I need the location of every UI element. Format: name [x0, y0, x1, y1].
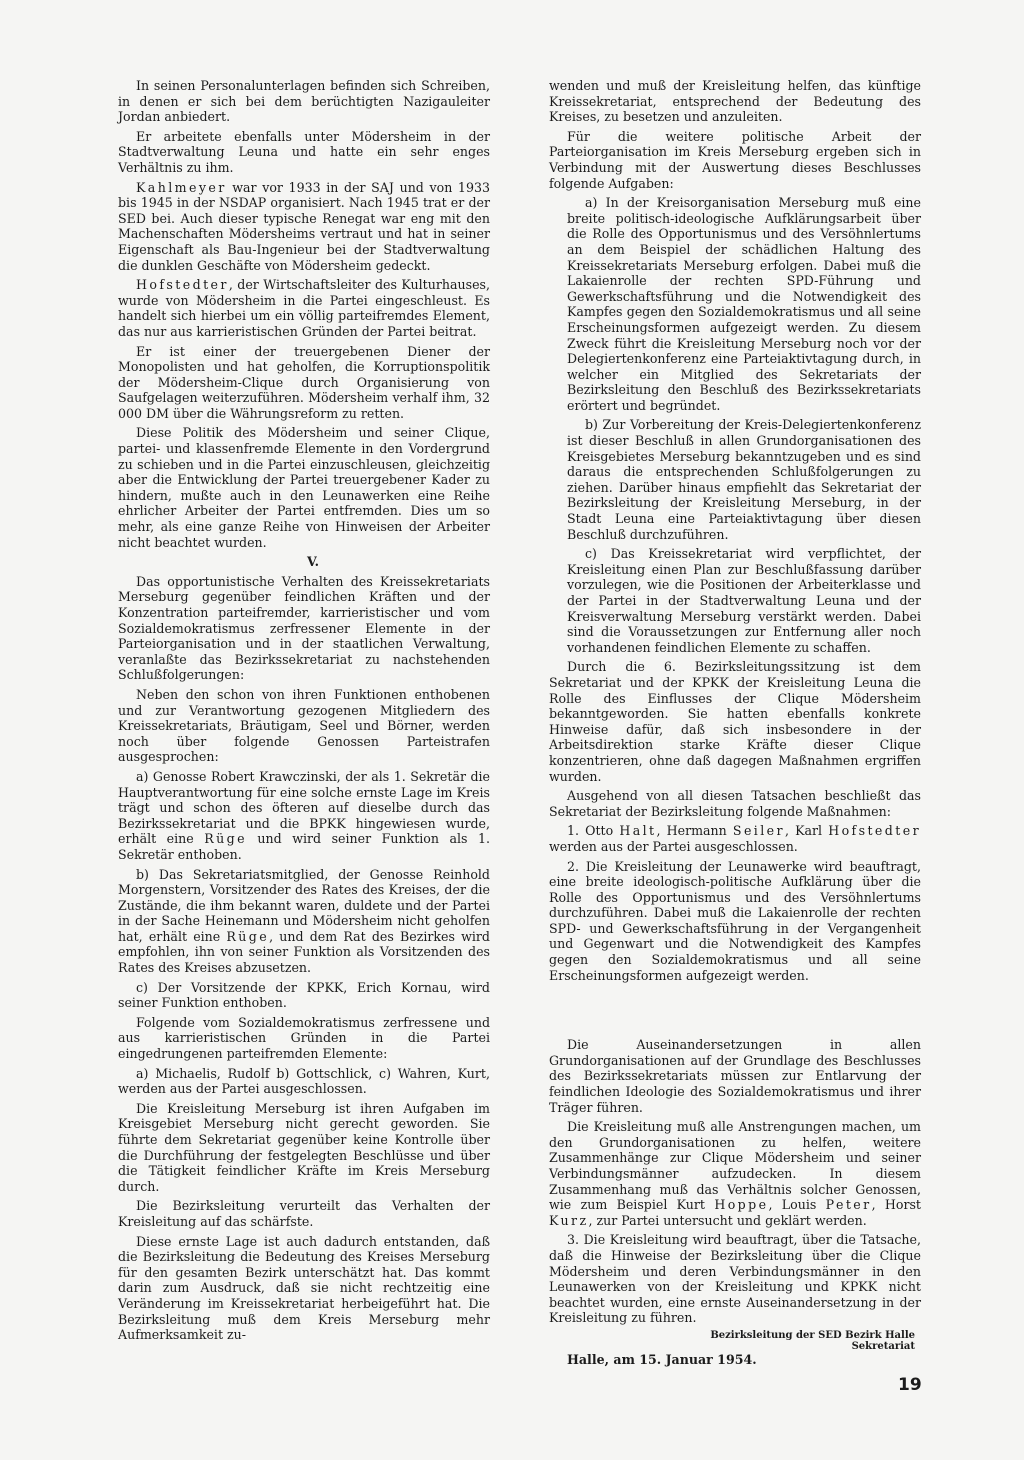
signature-block: [549, 1330, 915, 1352]
measure-1: 1. Otto Halt, Hermann Seiler, Karl Hofstedter werden aus der Partei ausgeschlossen.: [549, 823, 921, 854]
paragraph: In seinen Personalunterlagen befinden sich Schreiben, in denen er sich bei dem berüchtigten Nazigauleiter Jordan anbiedert.: [118, 78, 490, 125]
paragraph: Die Kreisleitung muß alle Anstrengungen machen, um den Grundorganisationen zu helfen, weitere Zusammenhänge zur Clique Mödersheim und seiner Verbindungsmänner aufzudecken. In diesem Zusammenhang muß das Verhältnis solcher Genossen, wie zum Beispiel Kurt Hoppe, Louis Peter, Horst Kurz, zur Partei untersucht und geklärt werden.: [549, 1119, 921, 1228]
paragraph: Er arbeitete ebenfalls unter Mödersheim in der Stadtverwaltung Leuna und hatte ein sehr enges Verhältnis zu ihm.: [118, 128, 490, 175]
paragraph: Für die weitere politische Arbeit der Parteiorganisation im Kreis Merseburg ergeben sich in Verbindung mit der Auswertung dieses Beschlusses folgende Aufgaben:: [549, 128, 921, 191]
paragraph: b) Das Sekretariatsmitglied, der Genosse Reinhold Morgenstern, Vorsitzender des Rates des Kreises, der die Zustände, die ihm bekannt waren, duldete und der Partei in der Sache Heinemann und Mödersheim nicht geholfen hat, erhält eine Rüge, und dem Rat des Bezirkes wird empfohlen, ihn von seiner Funktion als Vorsitzenden des Rates des Kreises abzusetzen.: [118, 866, 490, 976]
spaced-word: Rüge: [226, 928, 270, 944]
page-number: 19: [898, 1375, 922, 1395]
list-item: a) In der Kreisorganisation Merseburg muß eine breite politisch-ideologische Aufklärungsarbeit über die Rolle des Opportunismus und des Versöhnlertums an dem Beispiel der schädlichen Haltung des Kreissekretariats Merseburg erfolgen. Dabei muß die Lakaienrolle der rechten SPD-Führung und Gewerkschaftsführung und die Notwendigkeit des Kampfes gegen den Sozialdemokratismus und all seine Erscheinungsformen aufgezeigt werden. Zu diesem Zweck führt die Kreisleitung Merseburg noch vor der Delegiertenkonferenz eine Parteiaktivtagung durch, in welcher ein Mitglied des Sekretariats der Bezirksleitung den Beschluß des Bezirkssekretariats erörtert und begründet.: [567, 195, 921, 413]
paragraph: a) Genosse Robert Krawczinski, der als 1. Sekretär die Hauptverantwortung für eine solche ernste Lage im Kreis trägt und schon des öfteren auf dieselbe durch das Bezirkssekretariat und die BPKK hingewiesen wurde, erhält eine Rüge und wird seiner Funktion als 1. Sekretär enthoben.: [118, 768, 490, 862]
right-column: [549, 78, 921, 1372]
paragraph: Diese Politik des Mödersheim und seiner Clique, partei- und klassenfremde Elemente in den Vordergrund zu schieben und in die Partei einzuschleusen, gleichzeitig aber die Entwicklung der Partei treuergebener Kader zu hindern, mußte auch in den Leunawerken eine Reihe ehrlicher Arbeiter der Partei entfremden. Dies um so mehr, als eine ganze Reihe von Hinweisen der Arbeiter nicht beachtet wurden.: [118, 425, 490, 550]
measure-3: 3. Die Kreisleitung wird beauftragt, über die Tatsache, daß die Hinweise der Bezirksleitung über die Clique Mödersheim und deren Verbindungsmänner in den Leunawerken von der Kreisleitung und KPKK nicht beachtet wurden, eine ernste Auseinandersetzung in der Kreisleitung zu führen.: [549, 1232, 921, 1326]
section-heading: V.: [307, 554, 319, 570]
paragraph: a) Michaelis, Rudolf b) Gottschlick, c) Wahren, Kurt, werden aus der Partei ausgeschlossen.: [118, 1065, 490, 1097]
paragraph: Ausgehend von all diesen Tatsachen beschließt das Sekretariat der Bezirksleitung folgende Maßnahmen:: [549, 788, 921, 819]
paragraph: Die Auseinandersetzungen in allen Grundorganisationen auf der Grundlage des Beschlusses des Bezirkssekretariats müssen zur Entlarvung der feindlichen Ideologie des Sozialdemokratismus und ihrer Träger führen.: [549, 1037, 921, 1115]
blank-gap: [549, 987, 921, 1037]
signature-line: Bezirksleitung der SED Bezirk Halle: [710, 1329, 915, 1341]
spaced-name: Hofstedter: [136, 277, 229, 293]
paragraph: Das opportunistische Verhalten des Kreissekretariats Merseburg gegenüber feindlichen Kräften und der Konzentration parteifremder, karrieristischer und vom Sozialdemokratismus zerfressener Elemente in der Parteiorganisation und in der staatlichen Verwaltung, veranlaßte das Bezirkssekretariat zu nachstehenden Schlußfolgerungen:: [118, 573, 490, 683]
paragraph: Neben den schon von ihren Funktionen enthobenen und zur Verantwortung gezogenen Mitgliedern des Kreissekretariats, Bräutigam, Seel und Börner, werden noch über folgende Genossen Parteistrafen ausgesprochen:: [118, 686, 490, 765]
paragraph: wenden und muß der Kreisleitung helfen, das künftige Kreissekretariat, entsprechend der Bedeutung des Kreises, zu besetzen und anzuleiten.: [549, 78, 921, 125]
signature-line: Sekretariat: [851, 1340, 915, 1352]
spaced-name: Kahlmeyer: [136, 179, 227, 195]
measure-2: 2. Die Kreisleitung der Leunawerke wird beauftragt, eine breite ideologisch-politische Aufklärung über die Rolle des Opportunismus und des Versöhnlertums durchzuführen. Dabei muß die Lakaienrolle der rechten SPD- und Gewerkschaftsführung in der Vergangenheit und Gegenwart und die Notwendigkeit des Kampfes gegen den Sozialdemokratismus und all seine Erscheinungsformen aufgezeigt werden.: [549, 858, 921, 983]
paragraph: Kahlmeyer war vor 1933 in der SAJ und von 1933 bis 1945 in der NSDAP organisiert. Nach 1945 trat er der SED bei. Auch dieser typische Renegat war eng mit den Machenschaften Mödersheims vertraut und hat in seiner Eigenschaft als Bau-Ingenieur bei der Stadtverwaltung die dunklen Geschäfte von Mödersheim gedeckt.: [118, 179, 490, 273]
paragraph: Diese ernste Lage ist auch dadurch entstanden, daß die Bezirksleitung die Bedeutung des Kreises Merseburg für den gesamten Bezirk unterschätzt hat. Das kommt darin zum Ausdruck, daß sie nicht rechtzeitig eine Veränderung im Kreissekretariat herbeigeführt hat. Die Bezirksleitung muß dem Kreis Merseburg mehr Aufmerksamkeit zu-: [118, 1233, 490, 1343]
paragraph: Durch die 6. Bezirksleitungssitzung ist dem Sekretariat und der KPKK der Kreisleitung Leuna die Rolle des Einflusses der Clique Mödersheim bekanntgeworden. Sie hatten ebenfalls konkrete Hinweise dafür, daß sich insbesondere in der Arbeitsdirektion starke Kräfte dieser Clique konzentrieren, ohne daß dagegen Maßnahmen ergriffen wurden.: [549, 659, 921, 784]
dateline: Halle, am 15. Januar 1954.: [567, 1351, 757, 1367]
paragraph: c) Der Vorsitzende der KPKK, Erich Kornau, wird seiner Funktion enthoben.: [118, 979, 490, 1011]
spaced-word: Rüge: [204, 831, 247, 847]
list-item: b) Zur Vorbereitung der Kreis-Delegiertenkonferenz ist dieser Beschluß in allen Grundorganisationen des Kreisgebietes Merseburg bekanntzugeben und es sind daraus die entsprechenden Schlußfolgerungen zu ziehen. Darüber hinaus empfiehlt das Sekretariat der Bezirksleitung der Kreisleitung Merseburg, in der Stadt Leuna eine Parteiaktivtagung über diesen Beschluß durchzuführen.: [567, 417, 921, 542]
paragraph: Die Kreisleitung Merseburg ist ihren Aufgaben im Kreisgebiet Merseburg nicht gerecht geworden. Sie führte dem Sekretariat gegenüber keine Kontrolle über die Durchführung der festgelegten Beschlüsse und über die Tätigkeit feindlicher Kräfte im Kreis Merseburg durch.: [118, 1100, 490, 1194]
paragraph: Er ist einer der treuergebenen Diener der Monopolisten und hat geholfen, die Korruptionspolitik der Mödersheim-Clique durch Organisierung von Saufgelagen weiterzuführen. Mödersheim verhalf ihm, 32 000 DM über die Währungsreform zu retten.: [118, 343, 490, 421]
paragraph: Hofstedter, der Wirtschaftsleiter des Kulturhauses, wurde von Mödersheim in die Partei eingeschleust. Es handelt sich hierbei um ein völlig parteifremdes Element, das nur aus karrieristischen Gründen der Partei beitrat.: [118, 277, 490, 339]
paragraph: Die Bezirksleitung verurteilt das Verhalten der Kreisleitung auf das schärfste.: [118, 1198, 490, 1229]
list-item: c) Das Kreissekretariat wird verpflichtet, der Kreisleitung einen Plan zur Beschlußfassung darüber vorzulegen, wie die Positionen der Arbeiterklasse und der Partei in der Stadtverwaltung Leuna und der Kreisverwaltung Merseburg verstärkt werden. Dabei sind die Voraussetzungen zur Entfernung aller noch vorhandenen feindlichen Elemente zu schaffen.: [567, 546, 921, 655]
left-column: [118, 78, 490, 1347]
paragraph: Folgende vom Sozialdemokratismus zerfressene und aus karrieristischen Gründen in die Partei eingedrungenen parteifremden Elemente:: [118, 1014, 490, 1062]
